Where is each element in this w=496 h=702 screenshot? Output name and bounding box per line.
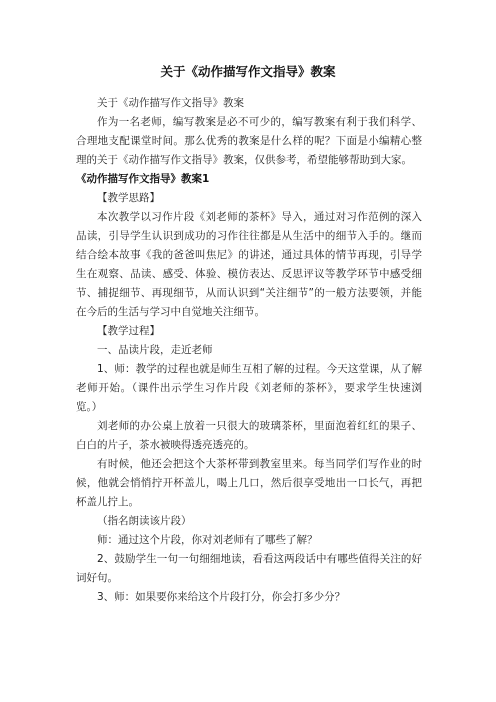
document-body [76, 94, 422, 607]
paragraph-intro-title: 关于《动作描写作文指导》教案 [97, 97, 244, 109]
paragraph-teaching-idea-label: 【教学思路】 [97, 192, 160, 204]
paragraph-step-one-1: 1、师：教学的过程也就是师生互相了解的过程。今天这堂课，从了解老师开始。（课件出示学生习作片段《刘老师的茶杯》，要求学生快速浏览。） [76, 363, 422, 413]
paragraph-excerpt-2: 有时候，他还会把这个大茶杯带到教室里来。每当同学们写作业的时候，他就会悄悄拧开杯盖儿，喝上几口，然后很享受地出一口长气，再把杯盖儿拧上。 [76, 458, 422, 508]
paragraph-intro: 作为一名老师，编写教案是必不可少的，编写教案有利于我们科学、合理地支配课堂时间。那么优秀的教案是什么样的呢？下面是小编精心整理的关于《动作描写作文指导》教案，仅供参考，希望能够帮助到大家。 [76, 116, 422, 166]
paragraph-teacher-question: 师：通过这个片段，你对刘老师有了哪些了解？ [97, 534, 318, 546]
paragraph-step-one-2: 2、鼓励学生一句一句细细地读，看看这两段话中有哪些值得关注的好词好句。 [76, 553, 422, 584]
paragraph-teaching-idea: 本次教学以习作片段《刘老师的茶杯》导入，通过对习作范例的深入品读，引导学生认识到成功的习作往往都是从生活中的细节入手的。继而结合绘本故事《我的爸爸叫焦尼》的讲述，通过具体的情节再现，引导学生在观察、品读、感受、体验、模仿表达、反思评议等教学环节中感受细节、捕捉细节、再现细节，从而认识到“关注细节”的一般方法要领，并能在今后的生活与学习中自觉地关注细节。 [76, 211, 422, 318]
paragraph-step-one-3: 3、师：如果要你来给这个片段打分，你会打多少分？ [97, 591, 346, 603]
paragraph-excerpt-1: 刘老师的办公桌上放着一只很大的玻璃茶杯，里面泡着红红的果子、白白的片子，茶水被映得透亮透亮的。 [76, 420, 422, 451]
paragraph-teaching-process-label: 【教学过程】 [97, 325, 160, 337]
section-heading: 《动作描写作文指导》教案1 [76, 173, 210, 185]
document-title: 关于《动作描写作文指导》教案 [160, 64, 336, 79]
paragraph-reading-note: （指名朗读该片段） [97, 515, 192, 527]
paragraph-step-one: 一、品读片段，走近老师 [97, 344, 213, 356]
